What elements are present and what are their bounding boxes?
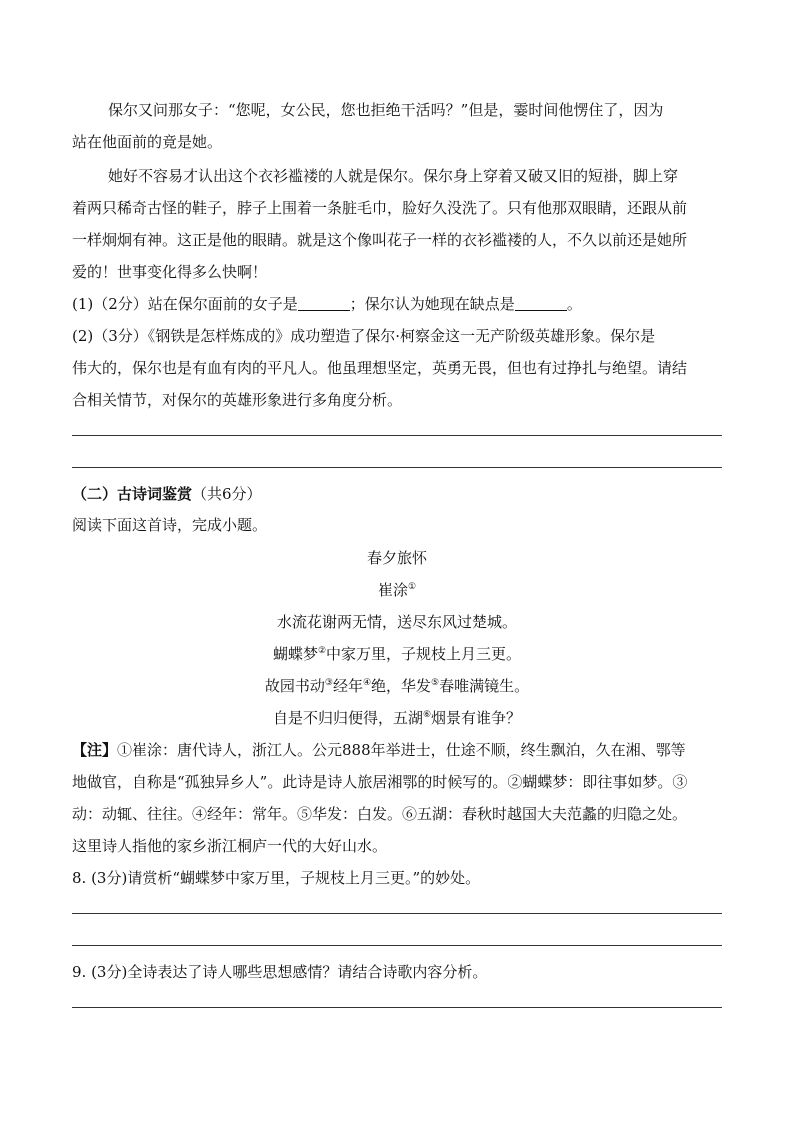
- answer-line-q9-1[interactable]: [72, 1007, 722, 1008]
- poem-line-1: 水流花谢两无情，送尽东风过楚城。: [276, 613, 517, 631]
- passage-p2-line4: 爱的！世事变化得多么快啊！: [72, 263, 268, 281]
- question-1: [72, 294, 582, 314]
- poem-line-4-part-b: 烟景有谁争？: [431, 709, 522, 727]
- question-1-middle: ；保尔认为她现在缺点是: [349, 295, 515, 313]
- footnote-marker: ②: [317, 646, 327, 656]
- answer-blank-2[interactable]: [515, 296, 567, 311]
- passage-p1-line2: 站在他面前的竟是她。: [72, 133, 223, 151]
- question-1-suffix: 。: [566, 295, 582, 313]
- footnote-marker: ⑥: [422, 710, 432, 720]
- poem-line-3-part-c: 绝，华发: [371, 677, 432, 695]
- question-2-line2: 伟大的，保尔也是有血有肉的平凡人。他虽理想坚定，英勇无畏，但也有过挣扎与绝望。请结: [72, 359, 688, 377]
- section-title: （二）古诗词鉴赏: [72, 485, 193, 503]
- passage-p1-line1: 保尔又问那女子：“您呢，女公民，您也拒绝干活吗？”但是，霎时间他愣住了，因为: [108, 101, 664, 119]
- answer-blank-1[interactable]: [298, 296, 350, 311]
- answer-line-q8-2[interactable]: [72, 945, 722, 946]
- poem-line-4-part-a: 自是不归归便得，五湖: [272, 709, 423, 727]
- answer-line-q2-2[interactable]: [72, 467, 722, 468]
- passage-p2-line3: 一样炯炯有神。这正是他的眼睛。就是这个像叫花子一样的衣衫褴褛的人，不久以前还是她所: [72, 231, 688, 249]
- poem-line-4: [0, 708, 794, 728]
- notes-line-1: [72, 740, 686, 760]
- answer-line-q8-1[interactable]: [72, 913, 722, 914]
- section-heading: [72, 484, 262, 504]
- passage-p2-line2: 着两只稀奇古怪的鞋子，脖子上围着一条脏毛巾，脸好久没洗了。只有他那双眼睛，还跟从前: [72, 199, 688, 217]
- section-score: （共6分）: [192, 485, 262, 503]
- notes-line-4: 这里诗人指他的家乡浙江桐庐一代的大好山水。: [72, 837, 388, 855]
- notes-line-2: 地做官，自称是“孤独异乡人”。此诗是诗人旅居湘鄂的时候写的。②蝴蝶梦：即往事如梦。③: [72, 773, 688, 791]
- question-8: 8. (3分)请赏析“蝴蝶梦中家万里，子规枝上月三更。”的妙处。: [72, 869, 481, 887]
- question-1-prefix: (1)（2分）站在保尔面前的女子是: [72, 295, 298, 313]
- poem-line-3: [0, 676, 794, 696]
- poem-author: [0, 580, 794, 600]
- poem-line-2-part-a: 蝴蝶梦: [272, 645, 318, 663]
- poem-line-3-part-a: 故园书动: [264, 677, 325, 695]
- notes-line-1-text: ①崔涂：唐代诗人，浙江人。公元888年举进士，仕途不顺，终生飘泊，久在湘、鄂等: [117, 741, 686, 759]
- question-9: 9. (3分)全诗表达了诗人哪些思想感情？请结合诗歌内容分析。: [72, 963, 488, 981]
- question-2-line1: (2)（3分）《钢铁是怎样炼成的》成功塑造了保尔·柯察金这一无产阶级英雄形象。保尔是: [72, 327, 656, 345]
- footnote-marker: ④: [362, 678, 372, 688]
- answer-line-q2-1[interactable]: [72, 435, 722, 436]
- section-instruction: 阅读下面这首诗，完成小题。: [72, 516, 268, 534]
- poem-title: 春夕旅怀: [366, 549, 427, 567]
- poem-line-2-part-b: 中家万里，子规枝上月三更。: [326, 645, 522, 663]
- notes-line-3: 动：动辄、往往。④经年：常年。⑤华发：白发。⑥五湖：春秋时越国大夫范蠡的归隐之处。: [72, 805, 688, 823]
- footnote-marker: ③: [324, 678, 333, 688]
- footnote-marker: ①: [407, 582, 417, 592]
- poem-line-2: [0, 644, 794, 664]
- poem-line-3-part-d: 春唯满镜生。: [439, 677, 530, 695]
- footnote-marker: ⑤: [431, 678, 440, 688]
- question-2-line3: 合相关情节，对保尔的英雄形象进行多角度分析。: [72, 391, 403, 409]
- poem-author-name: 崔涂: [377, 581, 408, 599]
- poem-line-3-part-b: 经年: [332, 677, 363, 695]
- notes-label: 【注】: [72, 741, 118, 759]
- passage-p2-line1: 她好不容易才认出这个衣衫褴褛的人就是保尔。保尔身上穿着又破又旧的短褂，脚上穿: [108, 167, 679, 185]
